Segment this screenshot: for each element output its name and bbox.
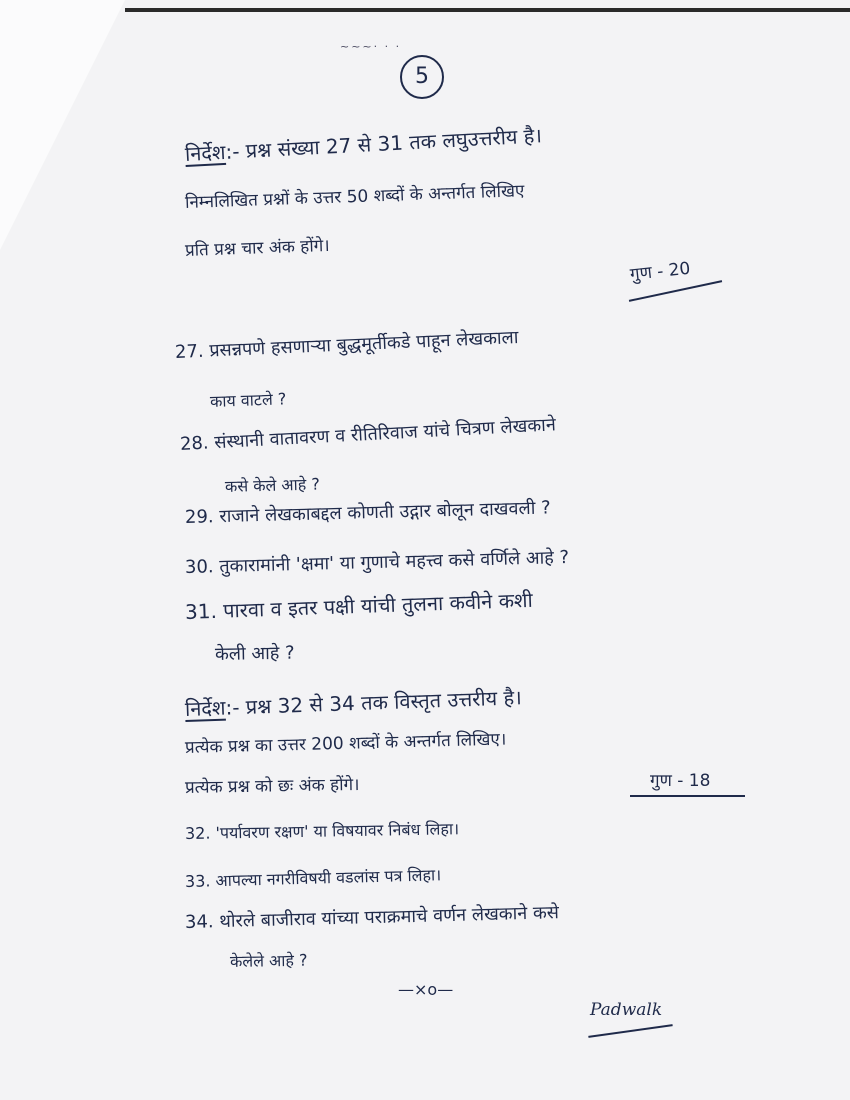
top-mark: ~~~· · · (340, 40, 402, 53)
question-33: 33. आपल्या नगरीविषयी वडलांस पत्र लिहा। (184, 865, 442, 891)
section1-line2: निम्नलिखित प्रश्नों के उत्तर 50 शब्दों के अन्तर्गत लिखिए (184, 181, 525, 213)
signature: Padwalk (590, 1000, 663, 1020)
section1-heading: निर्देश (184, 139, 227, 166)
section1-instruction-line1 (184, 121, 542, 167)
question-28-line2: कसे केले आहे ? (224, 474, 321, 496)
question-27-line1: 27. प्रसन्नपणे हसणाऱ्या बुद्धमूर्तीकडे पाहून लेखकाला (174, 327, 519, 363)
section2-total: गुण - 18 (650, 771, 711, 791)
question-31-line2: केली आहे ? (214, 642, 295, 665)
question-27-line2: काय वाटले ? (209, 389, 287, 411)
section2-line3: प्रत्येक प्रश्न को छः अंक होंगे। (184, 774, 360, 798)
question-30: 30. तुकारामांनी 'क्षमा' या गुणाचे महत्त्व कसे वर्णिले आहे ? (184, 546, 570, 578)
section2-line2: प्रत्येक प्रश्न का उत्तर 200 शब्दों के अन्तर्गत लिखिए। (184, 729, 507, 758)
section2-instruction-line1 (185, 683, 523, 722)
question-31-line1: 31. पारवा व इतर पक्षी यांची तुलना कवीने कशी (184, 587, 534, 624)
question-32: 32. 'पर्यावरण रक्षण' या विषयावर निबंध लिहा। (184, 819, 460, 843)
section1-total: गुण - 20 (629, 258, 692, 285)
question-34-line2: केलेले आहे ? (229, 950, 308, 971)
question-34-line1: 34. थोरले बाजीराव यांच्या पराक्रमाचे वर्णन लेखकाने कसे (184, 902, 560, 933)
question-29: 29. राजाने लेखकाबद्दल कोणती उद्गार बोलून दाखवली ? (184, 497, 551, 528)
section2-heading: निर्देश (184, 695, 226, 721)
end-mark: —×o— (398, 980, 454, 999)
section2-line1: :- प्रश्न 32 से 34 तक विस्तृत उत्तरीय है। (225, 685, 523, 720)
page-number: 5 (400, 55, 444, 99)
question-28-line1: 28. संस्थानी वातावरण व रीतिरिवाज यांचे चित्रण लेखकाने (179, 414, 557, 455)
page-top-edge (125, 8, 850, 12)
signature-underline (588, 1024, 672, 1038)
section1-line3: प्रति प्रश्न चार अंक होंगे। (184, 235, 331, 261)
section2-total-underline (630, 795, 745, 797)
folded-corner (0, 0, 125, 250)
section1-line1: :- प्रश्न संख्या 27 से 31 तक लघुउत्तरीय है। (224, 123, 543, 164)
